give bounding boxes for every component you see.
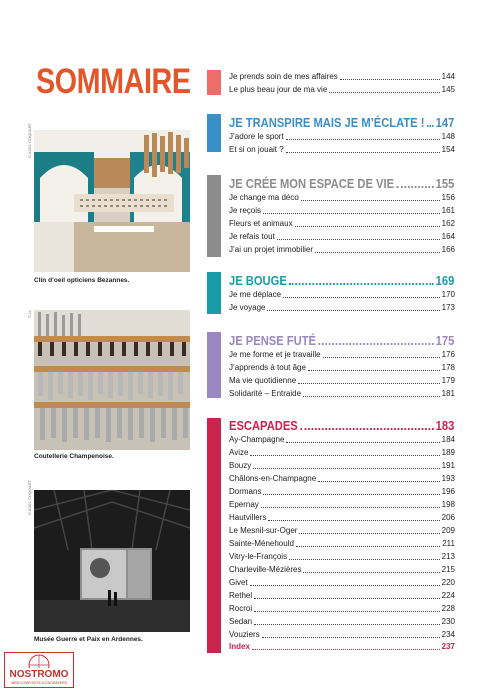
toc-entry-index[interactable]: Index 237 [229, 642, 455, 651]
toc-entry[interactable]: Le Mesnil-sur-Oger 209 [229, 526, 455, 535]
section-heading[interactable]: JE PENSE FUTÉ 175 [229, 333, 455, 348]
toc-entry[interactable]: Givet 220 [229, 578, 455, 587]
photo-museum [34, 490, 190, 632]
toc-entry[interactable]: Je voyage 173 [229, 303, 455, 312]
photo-caption: Musée Guerre et Paix en Ardennes. [34, 636, 143, 643]
toc-entry[interactable]: Ay-Champagne 184 [229, 435, 455, 444]
nostromo-logo [4, 652, 74, 688]
toc-entry[interactable]: J’adore le sport 148 [229, 132, 455, 141]
toc-entry[interactable]: Ma vie quotidienne 179 [229, 376, 455, 385]
toc-entry[interactable]: Je me forme et je travaille 176 [229, 350, 455, 359]
toc-entry[interactable]: J’ai un projet immobilier 166 [229, 245, 455, 254]
toc-entry[interactable]: Avize 189 [229, 448, 455, 457]
section-heading[interactable]: JE TRANSPIRE MAIS JE M’ÉCLATE ! 147 [229, 115, 455, 130]
section-bar [207, 418, 221, 653]
toc-entry[interactable]: Châlons-en-Champagne 193 [229, 474, 455, 483]
toc-entry[interactable]: Et si on jouait ? 154 [229, 145, 455, 154]
toc-entry[interactable]: Sedan 230 [229, 617, 455, 626]
toc-entry[interactable]: Bouzy 191 [229, 461, 455, 470]
photo-knives [34, 310, 190, 450]
photo-credit: © AXEL COQUART [27, 123, 32, 158]
toc-entry[interactable]: Je prends soin de mes affaires 144 [229, 72, 455, 81]
section-heading[interactable]: ESCAPADES 183 [229, 418, 455, 433]
section-bar [207, 175, 221, 257]
svg-text:NOSTROMO: NOSTROMO [9, 669, 69, 680]
toc-entry[interactable]: Epernay 198 [229, 500, 455, 509]
toc-entry[interactable]: Je change ma déco 156 [229, 193, 455, 202]
photo-caption: Clin d’oeil opticiens Bezannes. [34, 277, 130, 284]
photo-opticians [34, 130, 190, 272]
section-bar [207, 114, 221, 152]
photo-credit: © AXEL COQUART [27, 480, 32, 515]
toc-entry[interactable]: J’apprends à tout âge 178 [229, 363, 455, 372]
toc-entry[interactable]: Je reçois 161 [229, 206, 455, 215]
photo-credit: © LL [27, 309, 32, 318]
toc-entry[interactable]: Solidarité – Entraide 181 [229, 389, 455, 398]
toc-entry[interactable]: Je refais tout 164 [229, 232, 455, 241]
toc-entry[interactable]: Sainte-Ménehould 211 [229, 539, 455, 548]
toc-entry[interactable]: Rocroi 228 [229, 604, 455, 613]
svg-text:WEB COMPOSITE & ENGRAVERS: WEB COMPOSITE & ENGRAVERS [11, 681, 67, 685]
section-heading[interactable]: JE CRÉE MON ESPACE DE VIE 155 [229, 176, 455, 191]
toc-entry[interactable]: Hautvillers 206 [229, 513, 455, 522]
section-heading[interactable]: JE BOUGE 169 [229, 273, 455, 288]
section-bar [207, 70, 221, 95]
toc-entry[interactable]: Rethel 224 [229, 591, 455, 600]
page-title: SOMMAIRE [36, 62, 191, 101]
toc-entry[interactable]: Dormans 196 [229, 487, 455, 496]
toc-entry[interactable]: Je me déplace 170 [229, 290, 455, 299]
toc-entry[interactable]: Vitry-le-François 213 [229, 552, 455, 561]
toc-entry[interactable]: Vouziers 234 [229, 630, 455, 639]
toc-entry[interactable]: Charleville-Mézières 215 [229, 565, 455, 574]
toc-entry[interactable]: Le plus beau jour de ma vie 145 [229, 85, 455, 94]
section-bar [207, 332, 221, 398]
section-bar [207, 272, 221, 314]
photo-caption: Coutellerie Champenoise. [34, 453, 114, 460]
toc-entry[interactable]: Fleurs et animaux 162 [229, 219, 455, 228]
